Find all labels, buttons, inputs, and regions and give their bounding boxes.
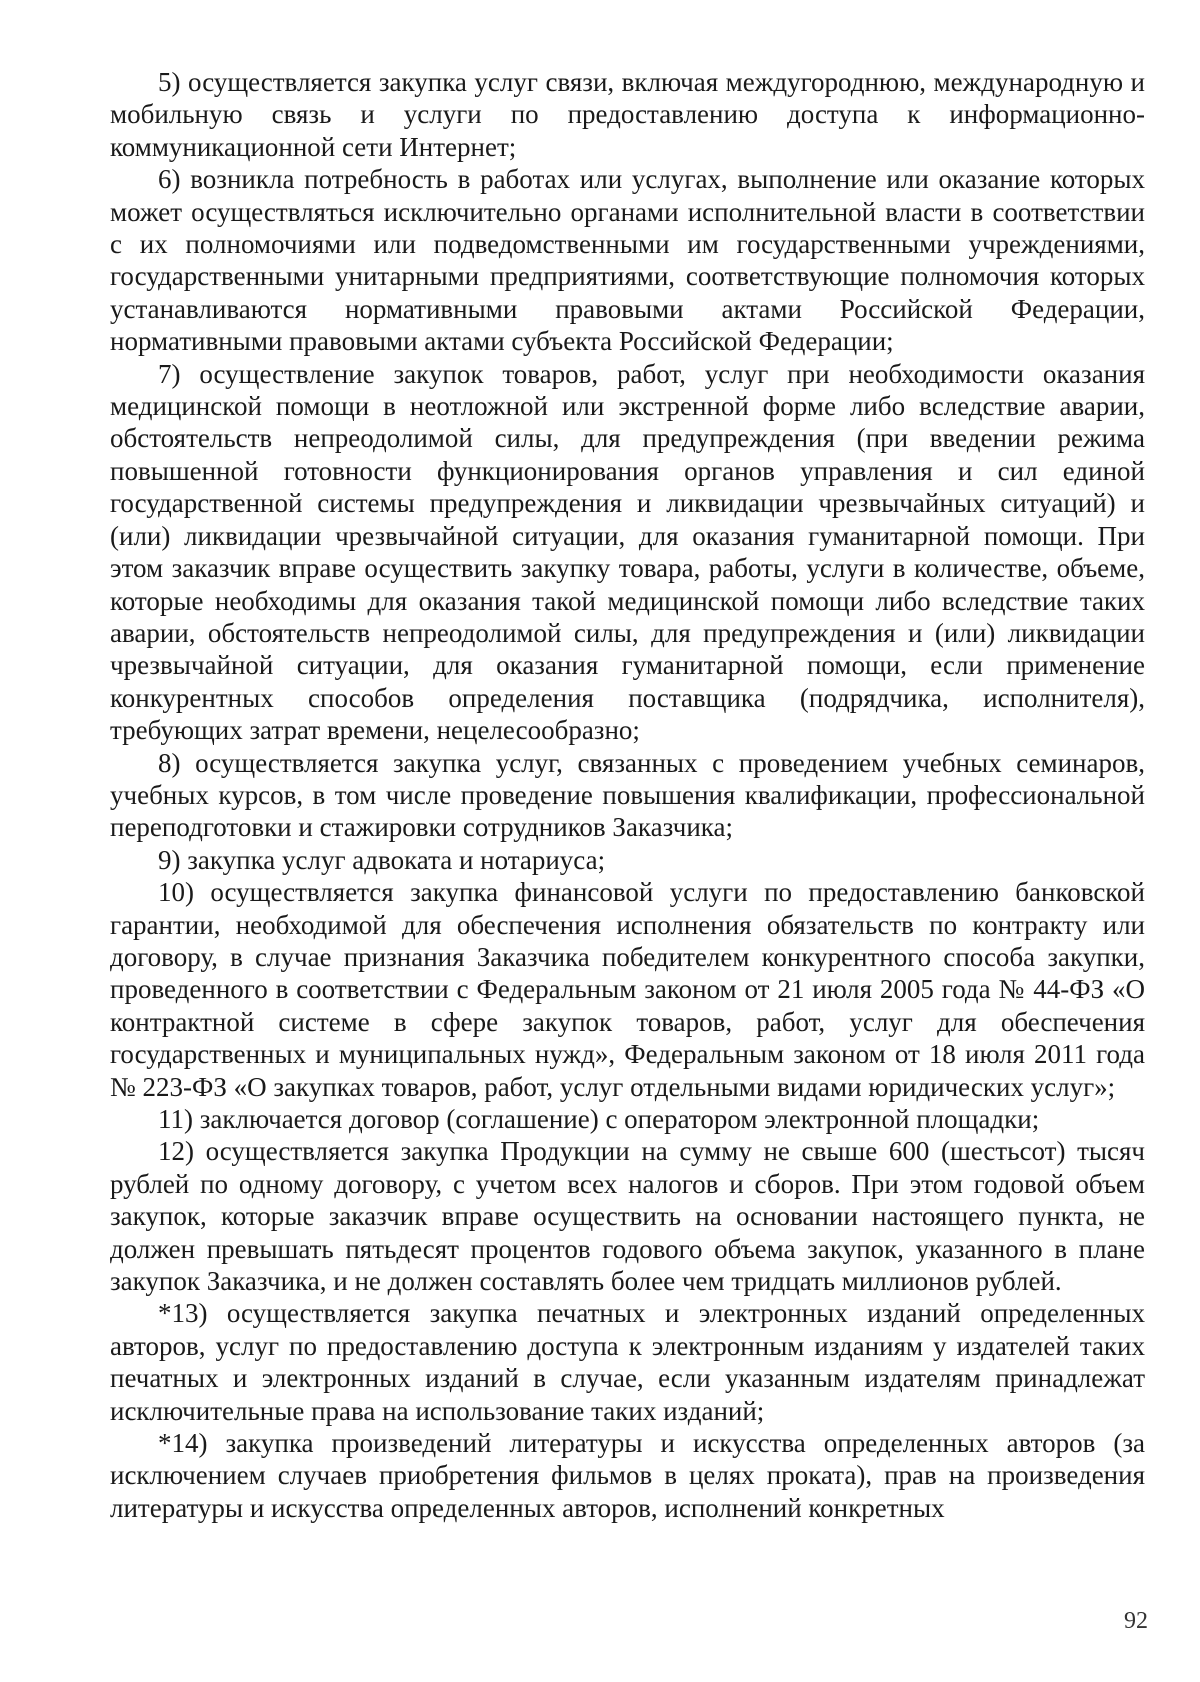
list-item-5: 5) осуществляется закупка услуг связи, включая междугороднюю, международную и мобильную связь и услуги по предоставлению доступа к информационно-коммуникационной сети Интернет; <box>110 67 1145 162</box>
document-body <box>110 66 1145 1524</box>
list-item-8: 8) осуществляется закупка услуг, связанных с проведением учебных семинаров, учебных курсов, в том числе проведение повышения квалификации, профессиональной переподготовки и стажировки сотрудников Заказчика; <box>110 747 1145 843</box>
list-item-6: 6) возникла потребность в работах или услугах, выполнение или оказание которых может осуществляться исключительно органами исполнительной власти в соответствии с их полномочиями или подведомственными им государственными учреждениями, государственными унитарными предприятиями, соответствующие полномочия которых устанавливаются нормативными правовыми актами Российской Федерации, нормативными правовыми актами субъекта Российской Федерации; <box>110 164 1145 357</box>
list-item-14: *14) закупка произведений литературы и искусства определенных авторов (за исключением случаев приобретения фильмов в целях проката), прав на произведения литературы и искусства определенных авторов, исполнений конкретных <box>110 1428 1145 1523</box>
list-item-11: 11) заключается договор (соглашение) с оператором электронной площадки; <box>158 1104 1040 1134</box>
list-item-13: *13) осуществляется закупка печатных и электронных изданий определенных авторов, услуг по предоставлению доступа к электронным изданиям у издателей таких печатных и электронных изданий в случае, если указанным издателям принадлежат исключительные права на использование таких изданий; <box>110 1298 1145 1426</box>
page-number: 92 <box>1124 1608 1148 1634</box>
list-item-10: 10) осуществляется закупка финансовой услуги по предоставлению банковской гарантии, необходимой для обеспечения исполнения обязательств по контракту или договору, в случае признания Заказчика победителем конкурентного способа закупки, проведенного в соответствии с Федеральным законом от 21 июля 2005 года № 44-ФЗ «О контрактной системе в сфере закупок товаров, работ, услуг для обеспечения государственных и муниципальных нужд», Федеральным законом от 18 июля 2011 года № 223-ФЗ «О закупках товаров, работ, услуг отдельными видами юридических услуг»; <box>110 877 1145 1102</box>
list-item-9: 9) закупка услуг адвоката и нотариуса; <box>158 844 606 875</box>
list-item-7: 7) осуществление закупок товаров, работ, услуг при необходимости оказания медицинской помощи в неотложной или экстренной форме либо вследствие аварии, обстоятельств непреодолимой силы, для предупреждения (при введении режима повышенной готовности функционирования органов управления и сил единой государственной системы предупреждения и ликвидации чрезвычайных ситуаций) и (или) ликвидации чрезвычайной ситуации, для оказания гуманитарной помощи. При этом заказчик вправе осуществить закупку товара, работы, услуги в количестве, объеме, которые необходимы для оказания такой медицинской помощи либо вследствие таких аварии, обстоятельств непреодолимой силы, для предупреждения и (или) ликвидации чрезвычайной ситуации, для оказания гуманитарной помощи, если применение конкурентных способов определения поставщика (подрядчика, исполнителя), требующих затрат времени, нецелесообразно; <box>110 358 1145 746</box>
list-item-12: 12) осуществляется закупка Продукции на сумму не свыше 600 (шестьсот) тысяч рублей по одному договору, с учетом всех налогов и сборов. При этом годовой объем закупок, которые заказчик вправе осуществить на основании настоящего пункта, не должен превышать пятьдесят процентов годового объема закупок, указанного в плане закупок Заказчика, и не должен составлять более чем тридцать миллионов рублей. <box>110 1136 1145 1297</box>
